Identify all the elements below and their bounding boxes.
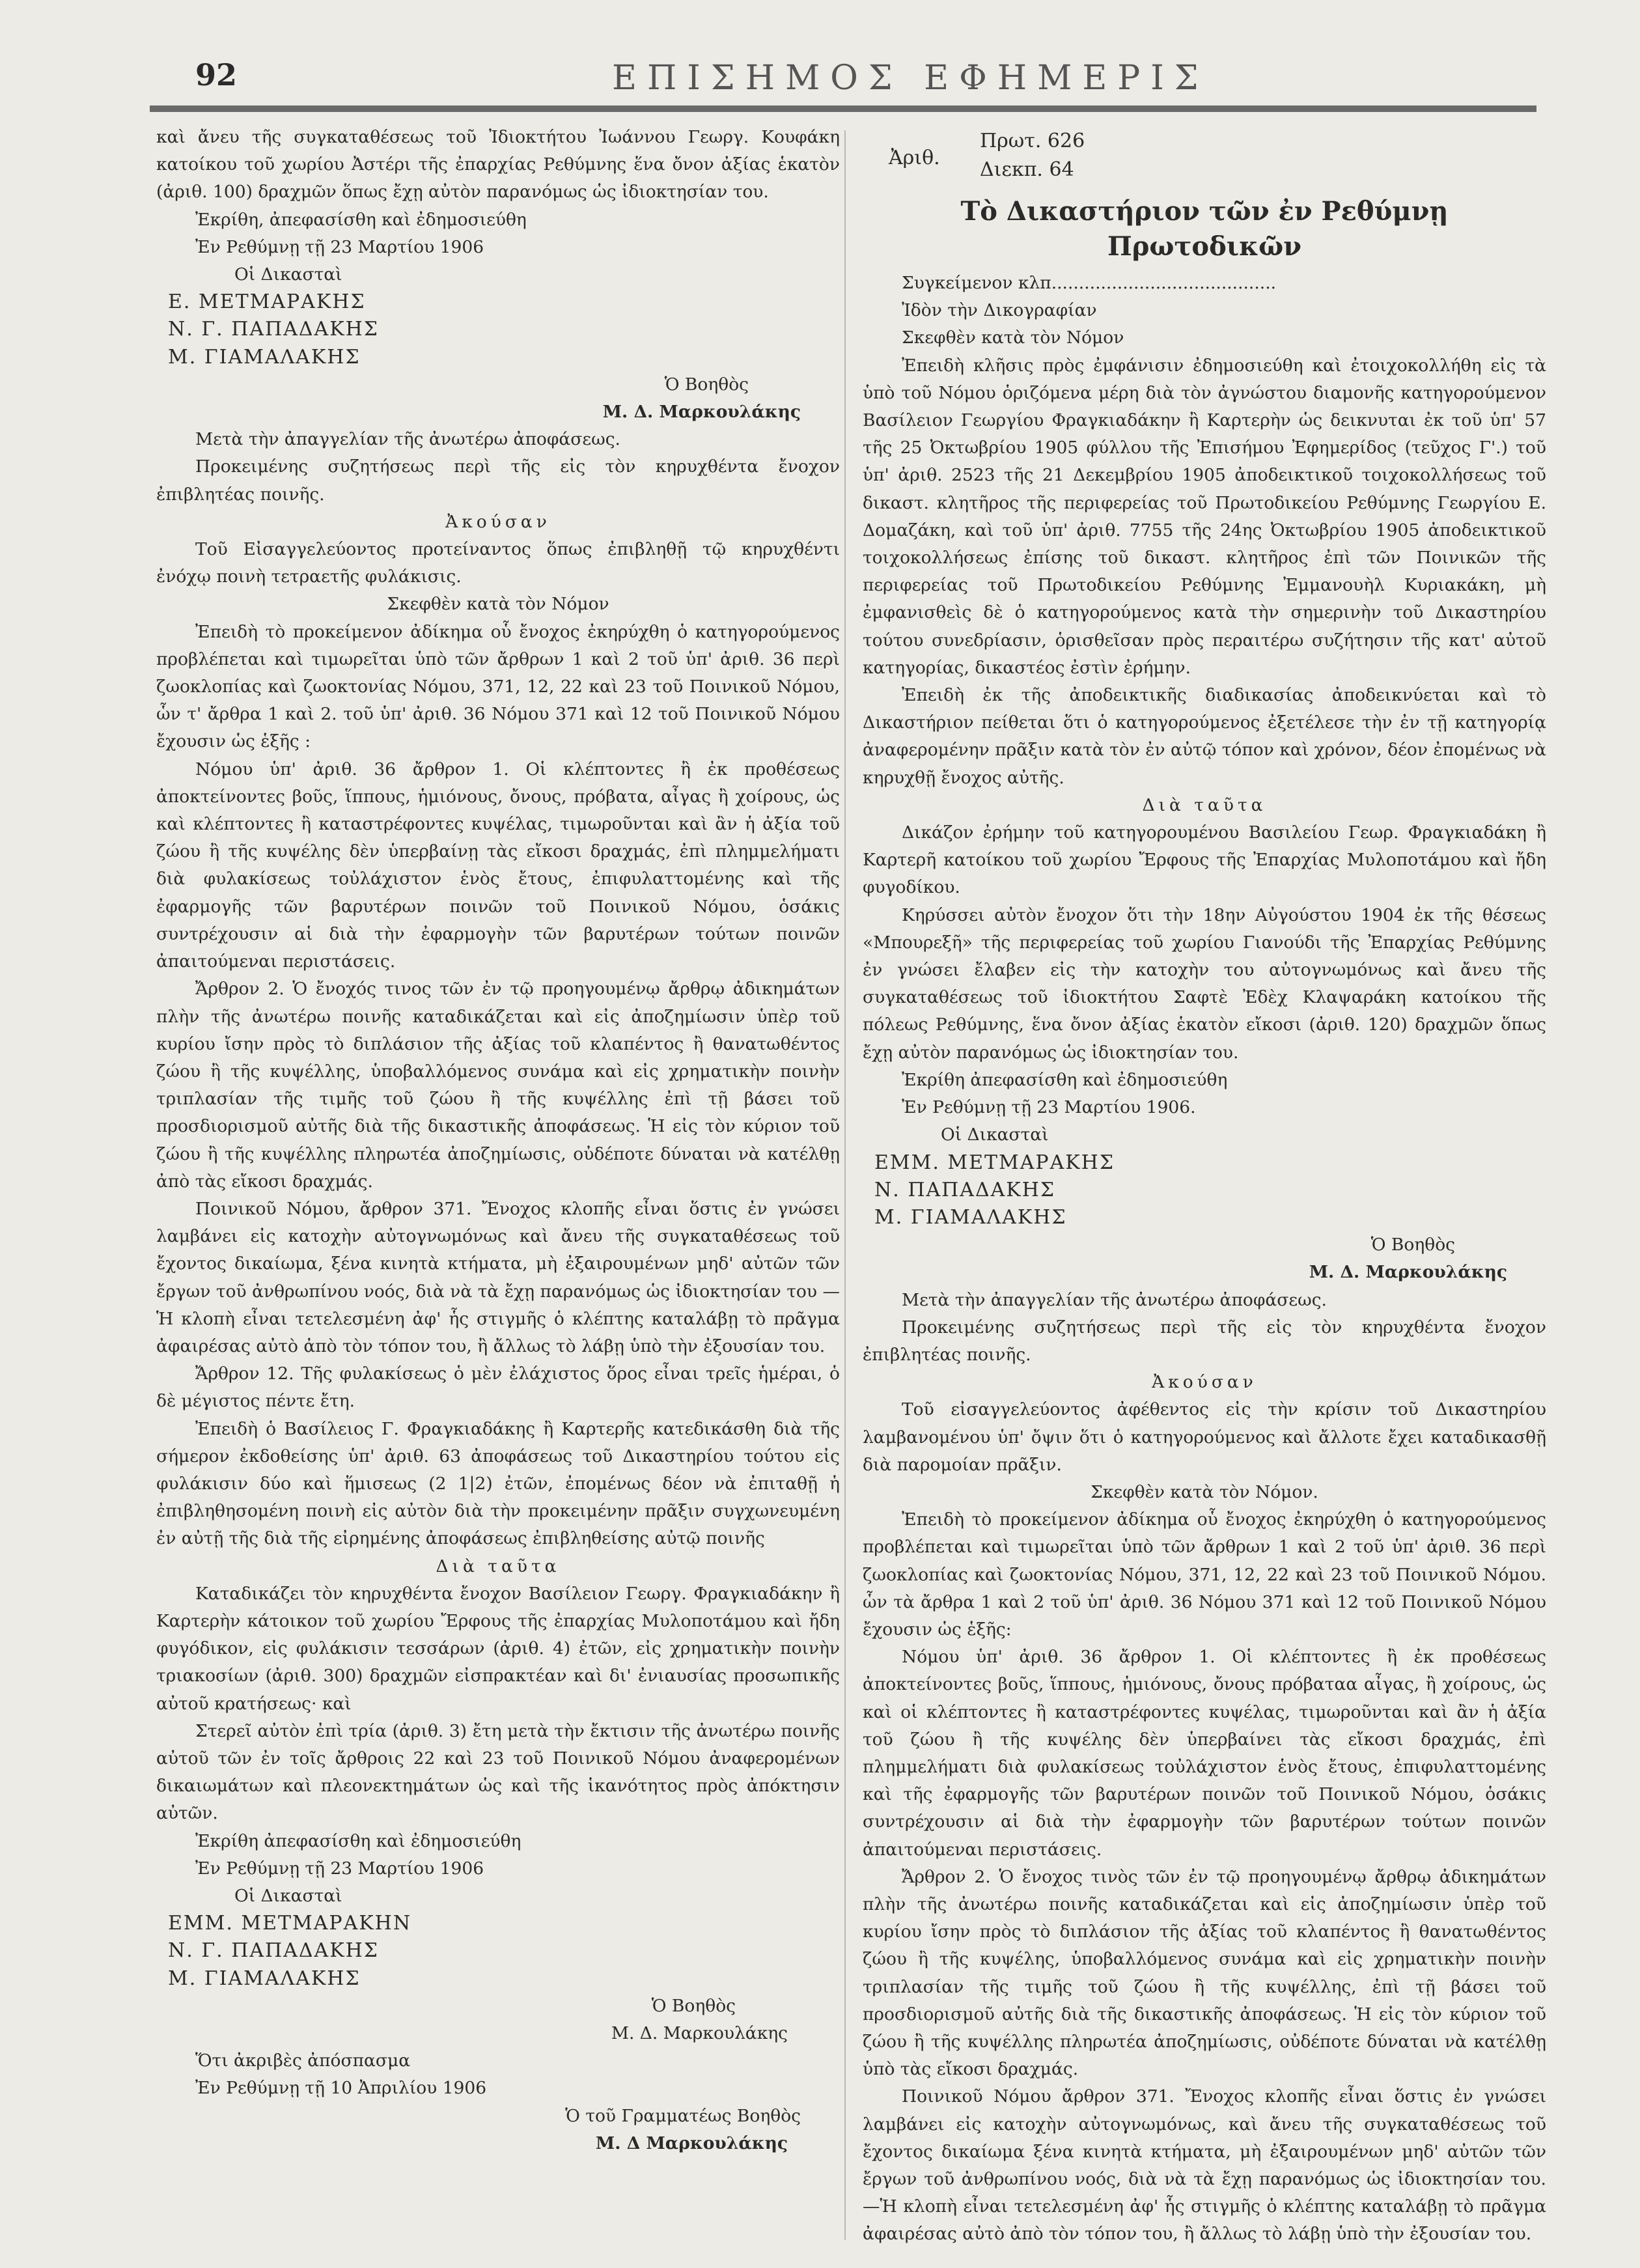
judge-name: Μ. ΓΙΑΜΑΛΑΚΗΣ <box>168 345 361 369</box>
arith-label: Ἀριθ. <box>889 147 940 169</box>
dispatch-number: Διεκπ. 64 <box>980 158 1074 181</box>
judge-name: Ν. ΠΑΠΑΔΑΚΗΣ <box>874 1178 1056 1201</box>
court-title: Τὸ Δικαστήριον τῶν ἐν Ρεθύμνῃ Πρωτοδικῶν <box>960 196 1449 262</box>
judge-name: ΕΜΜ. ΜΕΤΜΑΡΑΚΗΣ <box>874 1151 1115 1174</box>
paragraph: Ἄρθρον 2. Ὁ ἔνοχός τινος τῶν ἐν τῷ προηγουμένῳ ἄρθρῳ ἀδικημάτων πλὴν τῆς ἀνωτέρω ποινῆς καταδικάζεται καὶ εἰς ἀποζημίωσιν ὑπὲρ τοῦ κυρίου ἴσην πρὸς τὸ διπλάσιον τῆς ἀξίας τοῦ κλαπέντος ἢ θανατωθέντος ζώου ἢ τῆς κυψέλλης, ὑποβαλλόμενος συνάμα καὶ εἰς χρηματικὴν ποινὴν τριπλασίαν τῆς τιμῆς τοῦ ζώου ἢ τῆς κυψέλλης ἐπὶ τῇ βάσει τοῦ προσδιορισμοῦ αὐτῆς διὰ τῆς δικαστικῆς ἀποφάσεως. Ἡ εἰς τὸν κύριον τοῦ ζώου ἢ τῆς κυψέλλης πληρωτέα ἀποζημίωσις, οὐδέποτε δύναται νὰ κατέλθῃ ἀπὸ τὰς εἴκοσι δραχμάς. <box>156 979 840 1192</box>
judge-name: Ν. Γ. ΠΑΠΑΔΑΚΗΣ <box>168 318 379 341</box>
judge-name: ΕΜΜ. ΜΕΤΜΑΡΑΚΗΝ <box>168 1912 412 1935</box>
assistant-label: Ὁ Βοηθὸς <box>1370 1235 1455 1255</box>
page-header <box>195 57 1471 103</box>
date-line: Ἐν Ρεθύμνῃ τῇ 23 Μαρτίου 1906 <box>195 1858 484 1879</box>
judges-label: Οἱ Δικασταὶ <box>234 264 342 285</box>
assistant-name: Μ. Δ. Μαρκουλάκης <box>611 2023 788 2044</box>
protocol-number: Πρωτ. 626 <box>980 130 1085 152</box>
paragraph: Ποινικοῦ Νόμου ἄρθρον 371. Ἔνοχος κλοπῆς εἶναι ὅστις ἐν γνώσει λαμβάνει εἰς κατοχὴν αὐτογνωμόνως, καὶ ἄνευ τῆς συγκαταθέσεως τοῦ ἔχοντος δικαίωμα ξένα κινητὰ κτήματα, μὴ ἐξαιρουμένων μηδ' αὐτῶν τῶν ἔργων τοῦ ἀνθρωπίνου νοός, διὰ νὰ τὰ ἔχῃ παρανόμως ὡς ἰδιοκτησίαν του. —Ἡ κλοπὴ εἶναι τετελεσμένη ἀφ' ἧς στιγμῆς ὁ κλέπτης καταλάβῃ τὸ πρᾶγμα ἀφαιρέσας αὐτὸ ἀπὸ τὸν τόπον του, ἢ ἄλλως τὸ λάβῃ ὑπὸ τὴν ἐξουσίαν του. <box>863 2086 1546 2245</box>
column-divider <box>844 130 846 2240</box>
date-line: Ἐν Ρεθύμνῃ τῇ 23 Μαρτίου 1906. <box>902 1097 1196 1118</box>
paragraph: Μετὰ τὴν ἀπαγγελίαν τῆς ἀνωτέρω ἀποφάσεως. <box>195 429 620 450</box>
secretary-label: Ὁ τοῦ Γραμματέως Βοηθὸς <box>565 2105 801 2126</box>
paragraph: Τοῦ εἰσαγγελεύοντος ἀφέθεντος εἰς τὴν κρίσιν τοῦ Δικαστηρίου λαμβανομένου ὑπ' ὄψιν ὅτι ὁ κατηγορούμενος καὶ ἄλλοτε ἔχει καταδικασθῇ διὰ παρομοίαν πρᾶξιν. <box>863 1399 1546 1475</box>
paragraph: Ἰδὸν τὴν Δικογραφίαν <box>902 300 1097 321</box>
paragraph: Κηρύσσει αὐτὸν ἔνοχον ὅτι τὴν 18ην Αὐγούστου 1904 ἐκ τῆς θέσεως «Μπουρεξῆ» τῆς περιφερείας τοῦ χωρίου Γιανούδι τῆς Ἐπαρχίας Ρεθύμνης ἐν γνώσει ἔλαβεν εἰς τὴν κατοχὴν του αὐτογνωμόνως καὶ ἄνευ τῆς συγκαταθέσεως τοῦ ἰδιοκτήτου Σαφτὲ Ἐδὲχ Κλαψαράκη κατοίκου τῆς πόλεως Ρεθύμνης, ἕνα ὄνον ἀξίας ἑκατὸν εἴκοσι (ἀριθ. 120) δραχμῶν ὅπως ἔχῃ αὐτὸν παρανόμως ὡς ἰδιοκτησίαν του. <box>863 904 1546 1063</box>
masthead-title: ΕΠΙΣΗΜΟΣ ΕΦΗΜΕΡΙΣ <box>612 59 1209 98</box>
date-line: Ἐν Ρεθύμνῃ τῇ 23 Μαρτίου 1906 <box>195 236 484 257</box>
assistant-name: Μ. Δ. Μαρκουλάκης <box>1309 1262 1507 1283</box>
protocol-block <box>863 124 1546 189</box>
paragraph: Ἐπειδὴ ὁ Βασίλειος Γ. Φραγκιαδάκης ἢ Καρτερῆς κατεδικάσθη διὰ τῆς σήμερον ἐκδοθείσης ὑπ' ἀριθ. 63 ἀποφάσεως τοῦ Δικαστηρίου τούτου εἰς φυλάκισιν δύο καὶ ἥμισεως (2 1|2) ἐτῶν, ἐπομένως δέον νὰ ἐπιταθῇ ἡ ἐπιβληθησομένη ποινὴ εἰς αὐτὸν διὰ τὴν προκειμένην πρᾶξιν συγχωνευμένη ἐν αὐτῇ τῆς διὰ τῆς εἰρημένης ἀποφάσεως ἐπιβληθείσης αὐτῷ ποινῆς <box>156 1418 840 1549</box>
paragraph: Νόμου ὑπ' ἀριθ. 36 ἄρθρον 1. Οἱ κλέπτοντες ἢ ἐκ προθέσεως ἀποκτείνοντες βοῦς, ἵππους, ἡμιόνους, ὄνους, πρόβατα, αἶγας ἢ χοίρους, ὡς καὶ κλέπτοντες ἢ καταστρέφοντες κυψέλας, τιμωροῦνται καὶ ἂν ἡ ἀξία τοῦ ζώου ἢ τῆς κυψέλης δὲν ὑπερβαίνῃ τὰς εἴκοσι δραχμάς, ἐπὶ πλημμελήματι διὰ φυλακίσεως τοὐλάχιστον ἑνὸς ἔτους, ἐπιφυλαττομένης καὶ τῆς ἐφαρμογῆς τῶν βαρυτέρων ποινῶν τοῦ Ποινικοῦ Νόμου, ὁσάκις συντρέχουσιν αἱ διὰ τὴν ἐφαρμογὴν τῶν βαρυτέρων τούτων ποινῶν ἀπαιτούμεναι περιστάσεις. <box>156 759 840 972</box>
judge-name: Μ. ΓΙΑΜΑΛΑΚΗΣ <box>874 1205 1067 1229</box>
paragraph: καὶ ἄνευ τῆς συγκαταθέσεως τοῦ Ἰδιοκτήτου Ἰωάννου Γεωργ. Κουφάκη κατοίκου τοῦ χωρίου Ἀστέρι τῆς ἐπαρχίας Ρεθύμνης ἕνα ὄνον ἀξίας ἑκατὸν (ἀριθ. 100) δραχμῶν ὅπως ἔχῃ αὐτὸν παρανόμως ὡς ἰδιοκτησίαν του. <box>156 127 840 203</box>
date-line: Ἐν Ρεθύμνῃ τῇ 10 Ἀπριλίου 1906 <box>195 2078 487 2099</box>
paragraph: Ἐκρίθη, ἀπεφασίσθη καὶ ἐδημοσιεύθη <box>195 209 527 230</box>
paragraph: Συγκείμενον κλπ......................................... <box>902 273 1277 293</box>
paragraph: Στερεῖ αὐτὸν ἐπὶ τρία (ἀριθ. 3) ἔτη μετὰ τὴν ἔκτισιν τῆς ἀνωτέρω ποινῆς αὐτοῦ τῶν ἐν τοῖς ἄρθροις 22 καὶ 23 τοῦ Ποινικοῦ Νόμου ἀναφερομένων δικαιωμάτων καὶ πλεονεκτημάτων ὡς καὶ τῆς ἱκανότητος πρὸς ἀπόκτησιν αὐτῶν. <box>156 1720 840 1824</box>
section-heading: Ἀκούσαν <box>445 511 551 532</box>
paragraph: Ἄρθρον 12. Τῆς φυλακίσεως ὁ μὲν ἐλάχιστος ὅρος εἶναι τρεῖς ἡμέραι, ὁ δὲ μέγιστος πέντε ἔτη. <box>156 1364 840 1412</box>
judge-name: Ε. ΜΕΤΜΑΡΑΚΗΣ <box>168 290 366 314</box>
section-heading: Ἀκούσαν <box>1152 1372 1257 1393</box>
paragraph: Ἄρθρον 2. Ὁ ἔνοχος τινὸς τῶν ἐν τῷ προηγουμένῳ ἄρθρῳ ἀδικημάτων πλὴν τῆς ἀνωτέρω ποινῆς καταδικάζεται καὶ εἰς ἀποζημίωσιν ὑπὲρ τοῦ κυρίου ἴσην πρὸς τὸ διπλάσιον τῆς ἀξίας τοῦ κλαπέντος ἢ θανατωθέντος ζώου ἢ τῆς κυψέλης, ὑποβαλλόμενος συνάμα καὶ εἰς χρηματικὴν ποινὴν τριπλασίαν τῆς τιμῆς τοῦ ζώου ἢ τῆς κυψέλλης, ἐπὶ τῇ βάσει τοῦ προσδιορισμοῦ αὐτῆς διὰ τῆς δικαστικῆς ἀποφάσεως. Ἡ εἰς τὸν κύριον τοῦ ζώου ἢ τῆς κυψέλλης πληρωτέα ἀποζημίωσις, οὐδέποτε δύναται νὰ κατέλθῃ ὑπὸ τὰς εἴκοσι δραχμάς. <box>863 1866 1546 2080</box>
paragraph: Τοῦ Εἰσαγγελεύοντος προτείναντος ὅπως ἐπιβληθῇ τῷ κηρυχθέντι ἐνόχῳ ποινὴ τετραετῆς φυλάκισις. <box>156 539 840 587</box>
header-rule <box>150 105 1536 112</box>
judge-name: Ν. Γ. ΠΑΠΑΔΑΚΗΣ <box>168 1939 379 1963</box>
paragraph: Προκειμένης συζητήσεως περὶ τῆς εἰς τὸν κηρυχθέντα ἔνοχον ἐπιβλητέας ποινῆς. <box>863 1317 1546 1365</box>
judge-name: Μ. ΓΙΑΜΑΛΑΚΗΣ <box>168 1967 361 1990</box>
assistant-label: Ὁ Βοηθὸς <box>651 1995 736 2016</box>
paragraph: Μετὰ τὴν ἀπαγγελίαν τῆς ἀνωτέρω ἀποφάσεως. <box>902 1289 1327 1310</box>
paragraph: Ἐπειδὴ τὸ προκείμενον ἀδίκημα οὗ ἔνοχος ἐκηρύχθη ὁ κατηγορούμενος προβλέπεται καὶ τιμωρεῖται ὑπὸ τῶν ἄρθρων 1 καὶ 2 τοῦ ὑπ' ἀριθ. 36 περὶ ζωοκλοπίας καὶ ζωοκτονίας Νόμου, 371, 12, 22 καὶ 23 τοῦ Ποινικοῦ Νόμου. ὧν τὰ ἄρθρα 1 καὶ 2 τοῦ ὑπ' ἀριθ. 36 Νόμου 371 καὶ 12 τοῦ Ποινικοῦ Νόμου ἔχουσιν ὡς ἑξῆς: <box>863 1509 1546 1640</box>
section-heading: Σκεφθὲν κατὰ τὸν Νόμον <box>387 594 609 615</box>
paragraph: Ἐκρίθη ἀπεφασίσθη καὶ ἐδημοσιεύθη <box>195 1830 521 1851</box>
paragraph: Δικάζον ἐρήμην τοῦ κατηγορουμένου Βασιλείου Γεωρ. Φραγκιαδάκη ἢ Καρτερῆ κατοίκου τοῦ χωρίου Ἔρφους τῆς Ἐπαρχίας Μυλοποτάμου καὶ ἤδη φυγοδίκου. <box>863 822 1546 898</box>
left-column <box>156 124 840 2253</box>
secretary-name: Μ. Δ Μαρκουλάκης <box>595 2133 788 2153</box>
paragraph: Ὅτι ἀκριβὲς ἀπόσπασμα <box>195 2051 411 2071</box>
paragraph: Ἐπειδὴ κλῆσις πρὸς ἐμφάνισιν ἐδημοσιεύθη καὶ ἐτοιχοκολλήθη εἰς τὰ ὑπὸ τοῦ Νόμου ὁριζόμενα μέρη διὰ τὸν ἀγνώστου διαμονῆς κατηγορούμενον Βασίλειον Γεωργίου Φραγκιαδάκην ἢ Καρτερὴν ὡς δεικνυται ἐκ τοῦ ὑπ' 57 τῆς 25 Ὀκτωβρίου 1905 φύλλου τῆς Ἐπισήμου Ἐφημερίδος (τεῦχος Γ'.) τοῦ ὑπ' ἀριθ. 2523 τῆς 21 Δεκεμβρίου 1905 ἀποδεικτικοῦ τοιχοκολλήσεως τοῦ δικαστ. κλητῆρος τῆς περιφερείας τοῦ Πρωτοδικείου Ρεθύμνης Γεωργίου Ε. Δομαζάκη, καὶ τοῦ ὑπ' ἀριθ. 7755 τῆς 24ης Ὀκτωβρίου 1905 ἀποδεικτικοῦ τοιχοκολλήσεως ἐπίσης τοῦ δικαστ. κλητῆρος ἐπὶ τῶν Ποινικῶν τῆς περιφερείας τοῦ Πρωτοδικείου Ρεθύμνης Ἐμμανουὴλ Κυριακάκη, μὴ ἐμφανισθεὶς δὲ ὁ κατηγορούμενος κατὰ τὴν σημερινὴν τοῦ Δικαστηρίου τούτου συνεδρίασιν, ὁρισθεῖσαν πρὸς περαιτέρω συζήτησιν τῆς κατ' αὐτοῦ κατηγορίας, δικαστέος ἐστὶν ἐρήμην. <box>863 355 1546 678</box>
assistant-name: Μ. Δ. Μαρκουλάκης <box>602 402 801 423</box>
paragraph: Νόμου ὑπ' ἀριθ. 36 ἄρθρον 1. Οἱ κλέπτοντες ἢ ἐκ προθέσεως ἀποκτείνοντες βοῦς, ἵππους, ἡμιόνους, ὄνους πρόβαταα αἶγας, ἢ χοίρους, ὡς καὶ οἱ κλέπτοντες ἢ καταστρέφοντες κυψέλας, τιμωροῦνται καὶ ἂν ἡ ἀξία τοῦ ζώου ἢ τῆς κυψέλης δὲν ὑπερβαίνει τὰς εἴκοσι δραχμάς, ἐπὶ πλημμελήματι διὰ φυλακίσεως τοὐλάχιστον ἑνὸς ἔτους, ἐπιφυλαττομένης καὶ τῆς ἐφαρμογῆς τῶν βαρυτέρων ποινῶν τοῦ Ποινικοῦ Νόμου, ὁσάκις συντρέχουσιν αἱ διὰ τὴν ἐφαρμογὴν τῶν βαρυτέρων τούτων ποινῶν ἀπαιτούμεναι περιστάσεις. <box>863 1647 1546 1860</box>
paragraph: Προκειμένης συζητήσεως περὶ τῆς εἰς τὸν κηρυχθέντα ἔνοχον ἐπιβλητέας ποινῆς. <box>156 456 840 505</box>
judges-label: Οἱ Δικασταὶ <box>234 1886 342 1906</box>
paragraph: Καταδικάζει τὸν κηρυχθέντα ἔνοχον Βασίλειον Γεωργ. Φραγκιαδάκην ἢ Καρτερὴν κάτοικον τοῦ χωρίου Ἔρφους τῆς ἐπαρχίας Μυλοποτάμου καὶ ἤδη φυγόδικον, εἰς φυλάκισιν τεσσάρων (ἀριθ. 4) ἐτῶν, εἰς χρηματικὴν ποινὴν τριακοσίων (ἀριθ. 300) δραχμῶν εἰσπρακτέαν καὶ δι' ἐνιαυσίας προσωπικῆς αὐτοῦ κρατήσεως· καὶ <box>156 1583 840 1714</box>
paragraph: Ποινικοῦ Νόμου, ἄρθρον 371. Ἔνοχος κλοπῆς εἶναι ὅστις ἐν γνώσει λαμβάνει εἰς κατοχὴν αὐτογνωμόνως καὶ ἄνευ τῆς συγκαταθέσεως τοῦ ἔχοντος δικαίωμα, ξένα κινητὰ κτήματα, μὴ ἐξαιρουμένων μηδ' αὐτῶν τῶν ἔργων τοῦ ἀνθρωπίνου νοός, διὰ νὰ τὰ ἔχῃ παρανόμως ὡς ἰδιοκτησίαν του —Ἡ κλοπὴ εἶναι τετελεσμένη ἀφ' ἧς στιγμῆς ὁ κλέπτης καταλάβῃ τὸ πρᾶγμα ἀφαιρέσας αὐτὸ ἀπὸ τὸν τόπον του, ἢ ἄλλως τὸ λάβῃ ὑπὸ τὴν ἐξουσίαν του. <box>156 1198 840 1356</box>
section-heading: Διὰ ταῦτα <box>1142 794 1267 815</box>
section-heading: Σκεφθὲν κατὰ τὸν Νόμον. <box>1091 1481 1318 1502</box>
paragraph: Ἐκρίθη ἀπεφασίσθη καὶ ἐδημοσιεύθη <box>902 1069 1228 1090</box>
paragraph: Ἐπειδὴ ἐκ τῆς ἀποδεικτικῆς διαδικασίας ἀποδεικνύεται καὶ τὸ Δικαστήριον πείθεται ὅτι ὁ κατηγορούμενος ἐξετέλεσε τὴν ἐν τῇ κατηγορίᾳ ἀναφερομένην πρᾶξιν κατὰ τὸν ἐν αὐτῷ τόπον καὶ χρόνον, δέον ἐπομένως νὰ κηρυχθῇ ἔνοχος αὐτῆς. <box>863 685 1546 788</box>
judges-label: Οἱ Δικασταὶ <box>941 1125 1049 1145</box>
paragraph: Ἐπειδὴ τὸ προκείμενον ἀδίκημα οὗ ἔνοχος ἐκηρύχθη ὁ κατηγορούμενος προβλέπεται καὶ τιμωρεῖται ὑπὸ τῶν ἄρθρων 1 καὶ 2 τοῦ ὑπ' ἀριθ. 36 περὶ ζωοκλοπίας καὶ ζωοκτονίας Νόμου, 371, 12, 22 καὶ 23 τοῦ Ποινικοῦ Νόμου, ὧν τ' ἄρθρα 1 καὶ 2. τοῦ ὑπ' ἀριθ. 36 Νόμου 371 καὶ 12 τοῦ Ποινικοῦ Νόμου ἔχουσιν ὡς ἑξῆς : <box>156 621 840 752</box>
assistant-label: Ὁ Βοηθὸς <box>664 374 749 395</box>
right-column <box>863 124 1546 2253</box>
section-heading: Διὰ ταῦτα <box>436 1556 561 1576</box>
paragraph: Σκεφθὲν κατὰ τὸν Νόμον <box>902 328 1124 348</box>
page-number: 92 <box>195 57 238 92</box>
